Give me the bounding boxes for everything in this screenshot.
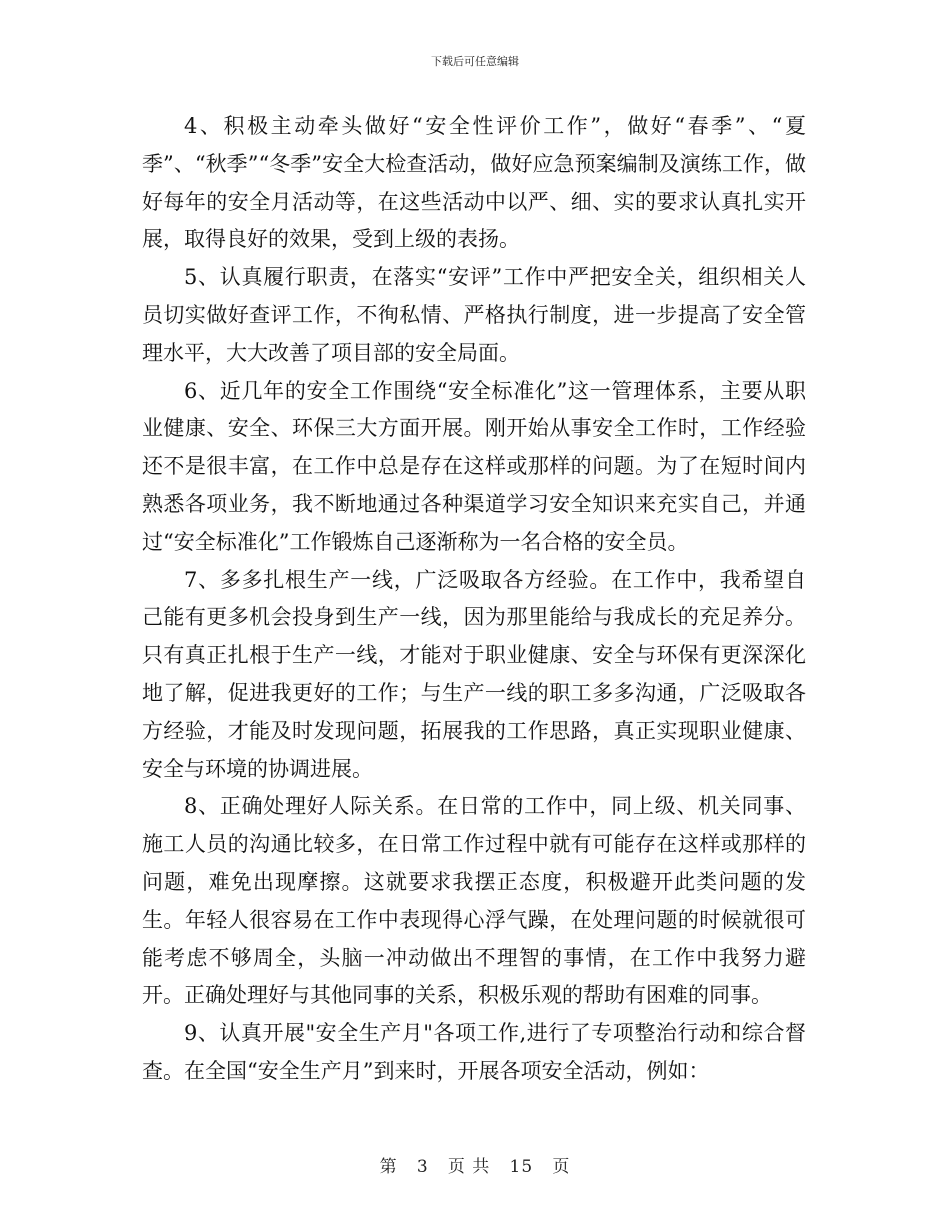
total-page-count: 15 [509, 1157, 534, 1177]
document-body [142, 108, 806, 1091]
page-footer-middle: 页 共 [447, 1157, 491, 1177]
paragraph-item-5: 5、认真履行职责，在落实“安评”工作中严把安全关，组织相关人员切实做好查评工作，不徇私情、严格执行制度，进一步提高了安全管理水平，大大改善了项目部的安全局面。 [142, 265, 806, 365]
paragraph-item-6: 6、近几年的安全工作围绕“安全标准化”这一管理体系，主要从职业健康、安全、环保三大方面开展。刚开始从事安全工作时，工作经验还不是很丰富，在工作中总是存在这样或那样的问题。为了在短时间内熟悉各项业务，我不断地通过各种渠道学习安全知识来充实自己，并通过“安全标准化”工作锻炼自己逐渐称为一名合格的安全员。 [142, 378, 806, 554]
paragraph-item-8: 8、正确处理好人际关系。在日常的工作中，同上级、机关同事、施工人员的沟通比较多，在日常工作过程中就有可能存在这样或那样的问题，难免出现摩擦。这就要求我摆正态度，积极避开此类问题的发生。年轻人很容易在工作中表现得心浮气躁，在处理问题的时候就很可能考虑不够周全，头脑一冲动做出不理智的事情，在工作中我努力避开。正确处理好与其他同事的关系，积极乐观的帮助有困难的同事。 [142, 794, 806, 1008]
page-footer-prefix: 第 [379, 1157, 398, 1177]
page-footer [0, 1152, 950, 1177]
paragraph-item-4: 4、积极主动牵头做好“安全性评价工作”，做好“春季”、“夏季”、“秋季”“冬季”安全大检查活动，做好应急预案编制及演练工作，做好每年的安全月活动等，在这些活动中以严、细、实的要求认真扎实开展，取得良好的效果，受到上级的表扬。 [142, 114, 806, 252]
paragraph-item-9: 9、认真开展"安全生产月"各项工作,进行了专项整治行动和综合督查。在全国“安全生产月”到来时，开展各项安全活动，例如： [142, 1021, 806, 1083]
header-note: 下载后可任意编辑 [431, 55, 519, 68]
current-page-number: 3 [416, 1157, 429, 1177]
page-footer-suffix: 页 [552, 1157, 571, 1177]
paragraph-item-7: 7、多多扎根生产一线，广泛吸取各方经验。在工作中，我希望自己能有更多机会投身到生产一线，因为那里能给与我成长的充足养分。只有真正扎根于生产一线，才能对于职业健康、安全与环保有更深深化地了解，促进我更好的工作；与生产一线的职工多多沟通，广泛吸取各方经验，才能及时发现问题，拓展我的工作思路，真正实现职业健康、安全与环境的协调进展。 [142, 567, 806, 781]
